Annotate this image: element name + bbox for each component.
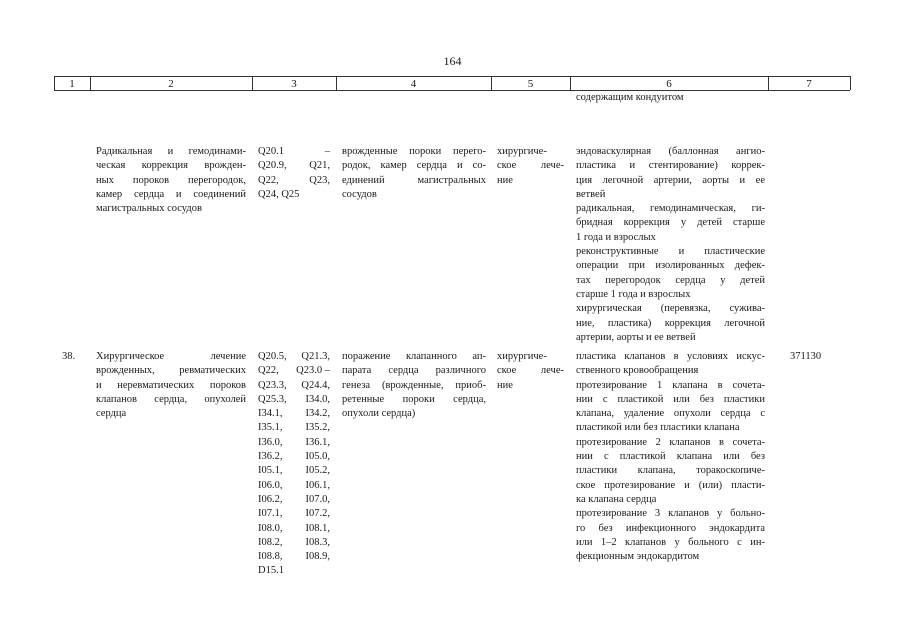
text-line: сосудов (342, 188, 377, 200)
text-line: операции при изолированных дефек- (576, 260, 765, 272)
text-line: пластика и стентирование) коррек- (576, 160, 765, 172)
text-line: тах перегородок сердца у детей (576, 274, 765, 286)
code: I06.1, (305, 479, 330, 491)
text-line: хирургиче- (497, 146, 547, 157)
row1-name (96, 145, 246, 216)
code: I34.1, (258, 408, 283, 420)
code-row (258, 350, 330, 364)
text-line: или 1–2 клапанов у больного с ин- (576, 536, 765, 548)
text-line: клапана, удаление опухоли сердца с (576, 408, 765, 420)
text-line: пластики клапана, торакоскопиче- (576, 465, 765, 477)
text-line: Хирургическое лечение (96, 351, 246, 362)
column-header-3: 3 (291, 78, 297, 90)
text-line: ция легочной артерии, аорты и ее (576, 174, 765, 186)
text-line: радикальная, гемодинамическая, ги- (576, 203, 765, 215)
row1-model (342, 145, 486, 202)
code: I36.1, (305, 436, 330, 448)
text-line: клапанов сердца, опухолей (96, 393, 246, 405)
code: Q23, (309, 174, 330, 186)
code: I36.0, (258, 436, 283, 448)
text-line: фекционным эндокардитом (576, 551, 700, 563)
code: Q24, Q25 (258, 188, 300, 200)
text-line: 1 года и взрослых (576, 231, 656, 243)
text-line: ветвей (576, 188, 606, 200)
code: Q20.1 (258, 146, 284, 157)
column-header-2: 2 (168, 78, 174, 90)
code-row (258, 536, 330, 550)
code: I08.2, (258, 536, 283, 548)
row2-model (342, 350, 486, 421)
text-line: ское протезирование и (или) пласти- (576, 479, 765, 491)
column-header-7: 7 (806, 78, 812, 90)
code-row (258, 393, 330, 407)
code: Q20.5, (258, 351, 287, 362)
header-bottom-rule (54, 90, 850, 91)
code: Q22, (258, 174, 279, 186)
code-row (258, 188, 330, 202)
code-row (258, 450, 330, 464)
text-line: протезирование 2 клапанов в сочета- (576, 436, 765, 448)
row1-treatment (497, 145, 564, 188)
text-line: камер сердца и соединений (96, 188, 246, 200)
row1-method (576, 145, 765, 345)
code: I36.2, (258, 451, 283, 463)
code: I08.8, (258, 551, 283, 563)
text-line: эндоваскулярная (баллонная ангио- (576, 146, 765, 157)
text-line: протезирование 3 клапанов у больно- (576, 508, 765, 520)
code-row (258, 364, 330, 378)
code: I08.9, (305, 551, 330, 563)
text-line: парата сердца различного (342, 365, 486, 377)
text-line: поражение клапанного ап- (342, 351, 486, 362)
column-header-1: 1 (69, 78, 75, 90)
page-number: 164 (443, 54, 462, 68)
row2-name (96, 350, 246, 421)
code-row (258, 564, 330, 578)
text-line: врожденные пороки перего- (342, 146, 486, 157)
code: I07.1, (258, 508, 283, 520)
code: I07.0, (305, 493, 330, 505)
text-line: и неревматических пороков (96, 379, 246, 391)
code-row (258, 421, 330, 435)
code: D15.1 (258, 565, 284, 577)
code: Q21, (309, 160, 330, 172)
row2-treatment (497, 350, 564, 393)
header-divider (850, 76, 851, 90)
code-row (258, 407, 330, 421)
text-line: нии с пластикой или без пластики (576, 393, 765, 405)
text-line: ретенные пороки сердца, (342, 393, 486, 405)
code: Q22, (258, 365, 279, 377)
code-row (258, 436, 330, 450)
text-line: ных пороков перегородок, (96, 174, 246, 186)
column-header-6: 6 (666, 78, 672, 90)
code: I06.0, (258, 479, 283, 491)
code-row (258, 464, 330, 478)
code: I05.2, (305, 465, 330, 477)
code: I35.1, (258, 422, 283, 434)
code: I35.2, (305, 422, 330, 434)
row2-cost: 371130 (790, 351, 822, 362)
code: Q24.4, (301, 379, 330, 391)
text-line: старше 1 года и взрослых (576, 288, 691, 300)
text-line: бридная коррекция у детей старше (576, 217, 765, 229)
text-line: го без инфекционного эндокардита (576, 522, 765, 534)
text-line: пластикой или без пластики клапана (576, 422, 740, 434)
code: Q25.3, (258, 393, 287, 405)
column-header-5: 5 (527, 78, 534, 90)
text-line: пластика клапанов в условиях искус- (576, 351, 765, 362)
code: I06.2, (258, 493, 283, 505)
code-row (258, 174, 330, 188)
column-header-4: 4 (410, 78, 417, 90)
text-line: Радикальная и гемодинами- (96, 146, 246, 157)
code: I08.1, (305, 522, 330, 534)
header-top-rule (54, 76, 850, 77)
text-line: ние, пластика) коррекция легочной (576, 317, 765, 329)
code: I07.2, (305, 508, 330, 520)
code-row (258, 507, 330, 521)
text-line: генеза (врожденные, приоб- (342, 379, 486, 391)
text-line: хирургиче- (497, 351, 547, 362)
code-row (258, 379, 330, 393)
row2-method (576, 350, 765, 564)
text-line: родок, камер сердца и со- (342, 160, 486, 172)
text-line: сердца (96, 408, 127, 420)
code-row (258, 145, 330, 159)
code-row (258, 159, 330, 173)
text-line: опухоли сердца) (342, 408, 416, 420)
code-row (258, 479, 330, 493)
continuation-text: содержащим кондуитом (576, 92, 684, 103)
code: I05.0, (305, 451, 330, 463)
text-line: ское лече- (497, 365, 564, 377)
code: I05.1, (258, 465, 283, 477)
text-line: ственного кровообращения (576, 365, 699, 377)
text-line: реконструктивные и пластические (576, 246, 765, 258)
code: I08.0, (258, 522, 283, 534)
text-line: ние (497, 379, 513, 391)
text-line: ское лече- (497, 160, 564, 172)
text-line: единений магистральных (342, 174, 486, 186)
code: Q21.3, (301, 351, 330, 362)
text-line: хирургическая (перевязка, сужива- (576, 303, 765, 315)
code: I34.2, (305, 408, 330, 420)
text-line: магистральных сосудов (96, 203, 202, 215)
code: I34.0, (305, 393, 330, 405)
code: Q23.0 – (296, 365, 330, 377)
text-line: ние (497, 174, 513, 186)
code-row (258, 550, 330, 564)
code: – (324, 146, 330, 157)
text-line: ческая коррекция врожден- (96, 160, 246, 172)
text-line: нии с пластикой клапана или без (576, 451, 765, 463)
code-row (258, 493, 330, 507)
text-line: протезирование 1 клапана в сочета- (576, 379, 765, 391)
code: I08.3, (305, 536, 330, 548)
row1-codes (258, 145, 330, 202)
code-row (258, 522, 330, 536)
text-line: врожденных, ревматических (96, 365, 246, 377)
text-line: артерии, аорты и ее ветвей (576, 331, 696, 343)
text-line: ка клапана сердца (576, 493, 657, 505)
code: Q23.3, (258, 379, 287, 391)
row2-codes (258, 350, 330, 579)
code: Q20.9, (258, 160, 287, 172)
row2-number: 38. (62, 351, 76, 362)
